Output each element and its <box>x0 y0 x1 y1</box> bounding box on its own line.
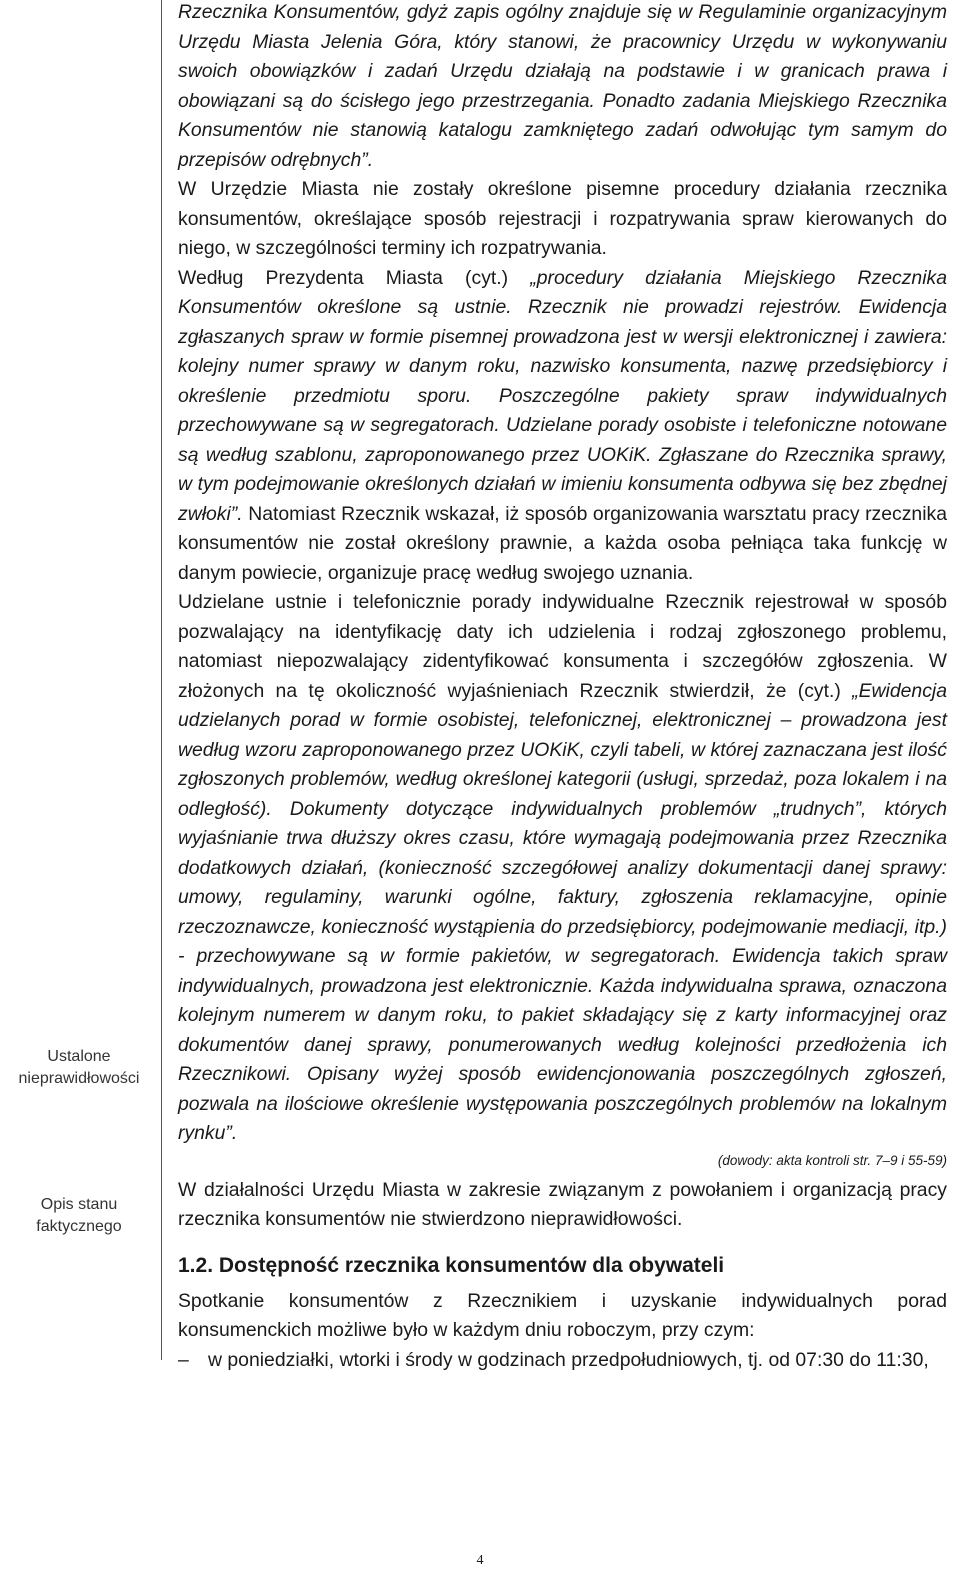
paragraph-3-quote: „procedury działania Miejskiego Rzecznika Konsumentów określone są ustnie. Rzecznik nie prowadzi rejestrów. Ewidencja zgłaszanych spraw w formie pisemnej prowadzona jest w wersji elektronicznej i zawiera: kolejny numer sprawy w danym roku, nazwisko konsumenta, nazwę przedsiębiorcy i określenie przedmiotu sporu. Poszczególne pakiety spraw indywidualnych przechowywane są w segregatorach. Udzielane porady osobiste i telefoniczne notowane są według szablonu, zaproponowanego przez UOKiK. Zgłaszane do Rzecznika sprawy, w tym podejmowanie określonych działań w imieniu konsumenta odbywa się bez zbędnej zwłoki”. <box>178 266 947 525</box>
list-item-text: w poniedziałki, wtorki i środy w godzinach przedpołudniowych, tj. od 07:30 do 11:30, <box>208 1348 929 1371</box>
list-item <box>178 1346 947 1376</box>
source-reference: (dowody: akta kontroli str. 7–9 i 55-59) <box>717 1152 947 1168</box>
bullet-dash: – <box>178 1348 189 1371</box>
section-heading: 1.2. Dostępność rzecznika konsumentów dla obywateli <box>178 1253 725 1277</box>
paragraph-4 <box>178 588 947 1149</box>
paragraph-4-quote: „Ewidencja udzielanych porad w formie osobistej, telefonicznej, elektronicznej – prowadzona jest według wzoru zaproponowanego przez UOKiK, czyli tabeli, w której zaznaczana jest ilość zgłoszonych problemów, według określonej kategorii (usługi, sprzedaż, poza lokalem i na odległość). Dokumenty dotyczące indywidualnych problemów „trudnych”, których wyjaśnianie trwa dłuższy okres czasu, które wymagają podejmowania przez Rzecznika dodatkowych działań, (konieczność szczegółowej analizy dokumentacji danej sprawy: umowy, regulaminy, warunki ogólne, faktury, zgłoszenia reklamacyjne, opinie rzeczoznawcze, konieczność wystąpienia do przedsiębiorcy, podejmowanie mediacji, itp.) - przechowywane są w formie pakietów, w segregatorach. Ewidencja takich spraw indywidualnych, prowadzona jest elektronicznie. Każda indywidualna sprawa, oznaczona kolejnym numerem w danym roku, to pakiet składający się z karty informacyjnej oraz dokumentów danej sprawy, ponumerowanych według kolejności przedłożenia ich Rzecznikowi. Opisany wyżej sposób ewidencjonowania poszczególnych zgłoszeń, pozwala na ilościowe określenie występowania poszczególnych problemów na lokalnym rynku”. <box>178 679 947 1144</box>
paragraph-3-rest: Natomiast Rzecznik wskazał, iż sposób organizowania warsztatu pracy rzecznika konsumentów nie został określony prawnie, a każda osoba pełniąca taka funkcję w danym powiecie, organizuje pracę według swojego uznania. <box>178 502 947 584</box>
paragraph-5: W działalności Urzędu Miasta w zakresie związanym z powołaniem i organizacją pracy rzecznika konsumentów nie stwierdzono nieprawidłowości. <box>178 1178 947 1230</box>
paragraph-3 <box>178 264 947 589</box>
paragraph-3-intro: Według Prezydenta Miasta (cyt.) <box>178 266 531 289</box>
column-divider <box>161 0 162 1360</box>
paragraph-4-intro: Udzielane ustnie i telefonicznie porady indywidualne Rzecznik rejestrował w sposób pozwalający na identyfikację daty ich udzielenia i rodzaj zgłoszonego problemu, natomiast niepozwalający zidentyfikować konsumenta i szczegółów zgłoszenia. W złożonych na tę okoliczność wyjaśnieniach Rzecznik stwierdził, że (cyt.) <box>178 591 947 702</box>
sidebar-findings-label: Ustalone nieprawidłowości <box>18 1048 140 1087</box>
paragraph-2: W Urzędzie Miasta nie zostały określone pisemne procedury działania rzecznika konsumentów, określające sposób rejestracji i rozpatrywania spraw kierowanych do niego, w szczególności terminy ich rozpatrywania. <box>178 178 947 259</box>
paragraph-6: Spotkanie konsumentów z Rzecznikiem i uzyskanie indywidualnych porad konsumenckich możliwe było w każdym dniu roboczym, przy czym: <box>178 1289 947 1341</box>
page-number: 4 <box>476 1553 484 1568</box>
paragraph-1: Rzecznika Konsumentów, gdyż zapis ogólny znajduje się w Regulaminie organizacyjnym Urzędu Miasta Jelenia Góra, który stanowi, że pracownicy Urzędu w wykonywaniu swoich obowiązków i zadań Urzędu działają na podstawie i w granicach prawa i obowiązani są do ścisłego jego przestrzegania. Ponadto zadania Miejskiego Rzecznika Konsumentów nie stanowią katalogu zamkniętego zadań odwołując tym samym do przepisów odrębnych”. <box>178 1 947 171</box>
sidebar-facts-label: Opis stanu faktycznego <box>36 1196 122 1235</box>
main-text <box>178 0 947 1375</box>
